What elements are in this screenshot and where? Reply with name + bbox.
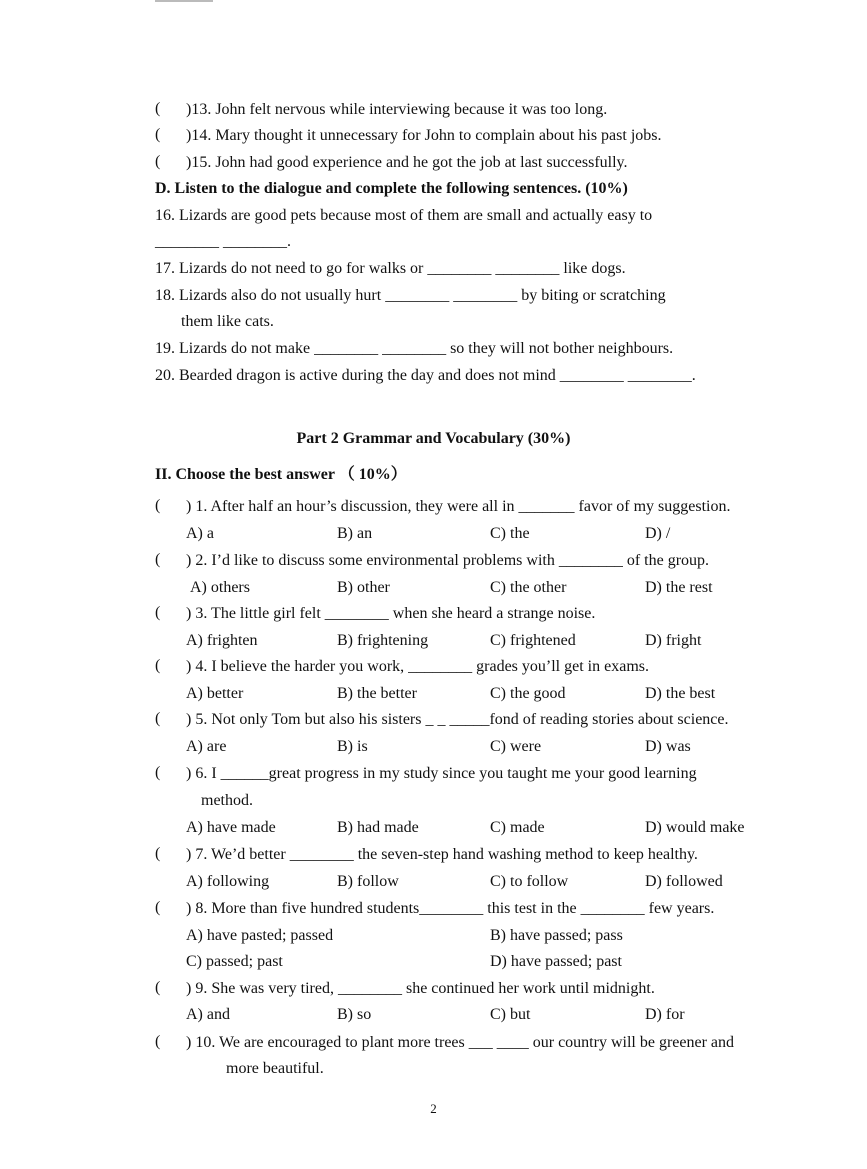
mc-2-option-b: B) other: [337, 579, 390, 596]
mc-6-option-b: B) had made: [337, 819, 419, 836]
answer-paren-6: (: [155, 764, 161, 781]
answer-paren-5: (: [155, 710, 161, 727]
answer-paren-1: (: [155, 497, 161, 514]
answer-paren-3: (: [155, 604, 161, 621]
mc-6-option-a: A) have made: [186, 819, 276, 836]
page-number: 2: [430, 1101, 437, 1116]
mc-question-10: ) 10. We are encouraged to plant more trees ___ ____ our country will be greener and: [186, 1034, 734, 1051]
answer-paren-8: (: [155, 899, 161, 916]
mc-4-option-c: C) the good: [490, 685, 566, 702]
answer-paren-10: (: [155, 1033, 161, 1050]
question-17: 17. Lizards do not need to go for walks or ________ ________ like dogs.: [155, 260, 626, 277]
answer-paren-15: (: [155, 153, 161, 170]
question-14: )14. Mary thought it unnecessary for John to complain about his past jobs.: [186, 127, 662, 144]
mc-question-8: ) 8. More than five hundred students________ this test in the ________ few years.: [186, 900, 715, 917]
mc-9-option-b: B) so: [337, 1006, 372, 1023]
mc-2-option-c: C) the other: [490, 579, 567, 596]
top-rule: [155, 0, 213, 2]
mc-1-option-a: A) a: [186, 525, 214, 542]
answer-paren-9: (: [155, 979, 161, 996]
question-16-blank: ________ ________.: [155, 233, 291, 250]
question-16: 16. Lizards are good pets because most of them are small and actually easy to: [155, 207, 653, 224]
mc-8-option-b: B) have passed; pass: [490, 927, 623, 944]
question-18-cont: them like cats.: [181, 313, 274, 330]
answer-paren-4: (: [155, 657, 161, 674]
mc-question-1: ) 1. After half an hour’s discussion, they were all in _______ favor of my suggestion.: [186, 498, 731, 515]
mc-7-option-d: D) followed: [645, 873, 723, 890]
mc-3-option-b: B) frightening: [337, 632, 429, 649]
mc-9-option-a: A) and: [186, 1006, 230, 1023]
answer-paren-2: (: [155, 551, 161, 568]
question-15: )15. John had good experience and he got the job at last successfully.: [186, 154, 628, 171]
mc-8-option-d: D) have passed; past: [490, 953, 622, 970]
mc-9-option-d: D) for: [645, 1006, 685, 1023]
mc-3-option-d: D) fright: [645, 632, 702, 649]
mc-question-7: ) 7. We’d better ________ the seven-step hand washing method to keep healthy.: [186, 846, 698, 863]
mc-question-6: ) 6. I ______great progress in my study since you taught me your good learning: [186, 765, 697, 782]
mc-3-option-a: A) frighten: [186, 632, 258, 649]
mc-question-9: ) 9. She was very tired, ________ she continued her work until midnight.: [186, 980, 655, 997]
mc-5-option-b: B) is: [337, 738, 368, 755]
question-13: )13. John felt nervous while interviewing because it was too long.: [186, 101, 608, 118]
mc-6-option-d: D) would make: [645, 819, 745, 836]
mc-question-2: ) 2. I’d like to discuss some environmental problems with ________ of the group.: [186, 552, 710, 569]
mc-5-option-d: D) was: [645, 738, 691, 755]
mc-1-option-c: C) the: [490, 525, 530, 542]
mc-question-10-cont: more beautiful.: [226, 1060, 324, 1077]
mc-6-option-c: C) made: [490, 819, 545, 836]
part2-title: Part 2 Grammar and Vocabulary (30%): [296, 430, 571, 447]
mc-4-option-a: A) better: [186, 685, 244, 702]
mc-question-4: ) 4. I believe the harder you work, ________ grades you’ll get in exams.: [186, 658, 649, 675]
mc-question-6-cont: method.: [201, 792, 253, 809]
mc-1-option-d: D) /: [645, 525, 671, 542]
answer-paren-14: (: [155, 126, 161, 143]
mc-5-option-c: C) were: [490, 738, 542, 755]
mc-1-option-b: B) an: [337, 525, 373, 542]
question-18: 18. Lizards also do not usually hurt ________ ________ by biting or scratching: [155, 287, 666, 304]
mc-question-5: ) 5. Not only Tom but also his sisters _ _ _____fond of reading stories about science.: [186, 711, 729, 728]
mc-4-option-d: D) the best: [645, 685, 716, 702]
mc-9-option-c: C) but: [490, 1006, 531, 1023]
mc-7-option-a: A) following: [186, 873, 270, 890]
mc-8-option-a: A) have pasted; passed: [186, 927, 334, 944]
mc-2-option-a: A) others: [190, 579, 250, 596]
mc-7-option-b: B) follow: [337, 873, 399, 890]
mc-8-option-c: C) passed; past: [186, 953, 283, 970]
mc-5-option-a: A) are: [186, 738, 227, 755]
question-20: 20. Bearded dragon is active during the day and does not mind ________ ________.: [155, 367, 696, 384]
question-19: 19. Lizards do not make ________ ________ so they will not bother neighbours.: [155, 340, 674, 357]
section-d-title: D. Listen to the dialogue and complete the following sentences. (10%): [155, 180, 628, 197]
answer-paren-13: (: [155, 100, 161, 117]
answer-paren-7: (: [155, 845, 161, 862]
mc-4-option-b: B) the better: [337, 685, 417, 702]
mc-2-option-d: D) the rest: [645, 579, 713, 596]
mc-3-option-c: C) frightened: [490, 632, 576, 649]
mc-7-option-c: C) to follow: [490, 873, 569, 890]
mc-question-3: ) 3. The little girl felt ________ when she heard a strange noise.: [186, 605, 596, 622]
section-ii-title: II. Choose the best answer （ 10%）: [155, 466, 407, 483]
